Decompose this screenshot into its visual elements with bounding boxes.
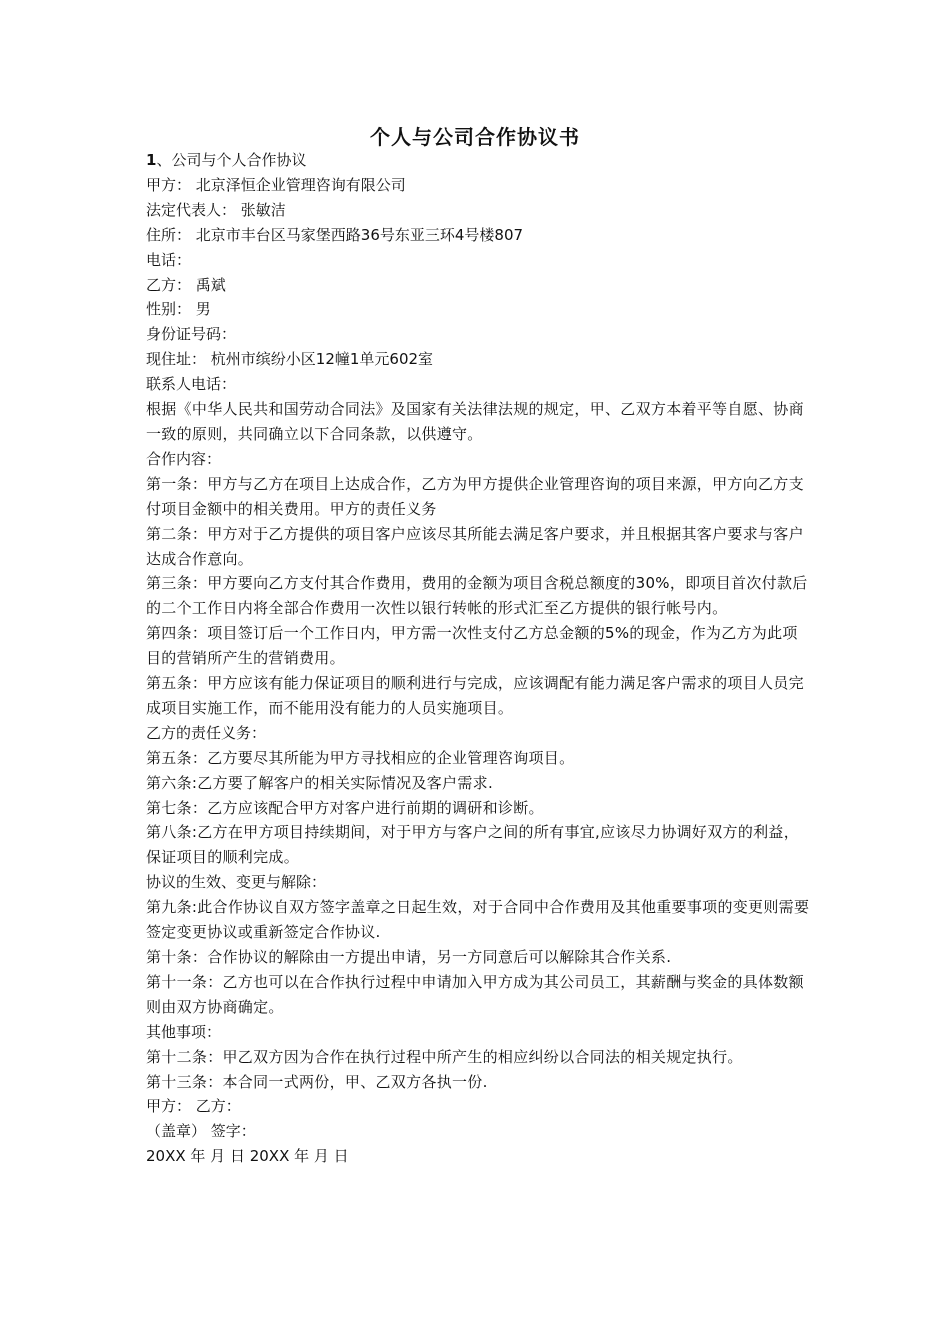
preamble-paragraph: 根据《中华人民共和国劳动合同法》及国家有关法律法规的规定，甲、乙双方本着平等自愿、协商一致的原则，共同确立以下合同条款，以供遵守。 [146, 400, 804, 443]
clause-3: 第三条：甲方要向乙方支付其合作费用，费用的金额为项目含税总额度的30%，即项目首次付款后的二个工作日内将全部合作费用一次性以银行转帐的形式汇至乙方提供的银行帐号内。 [146, 574, 808, 618]
clause-4: 第四条：项目签订后一个工作日内，甲方需一次性支付乙方总金额的5%的现金，作为乙方为此项目的营销所产生的营销费用。 [146, 624, 798, 668]
section-heading [146, 148, 811, 173]
clause-12: 第十二条：甲乙双方因为合作在执行过程中所产生的相应纠纷以合同法的相关规定执行。 [146, 1047, 743, 1066]
signature-parties: 甲方： 乙方： [146, 1097, 241, 1116]
clause-2: 第二条：甲方对于乙方提供的项目客户应该尽其所能去满足客户要求，并且根据其客户要求与客户达成合作意向。 [146, 524, 804, 568]
clause-10: 第十条：合作协议的解除由一方提出申请，另一方同意后可以解除其合作关系. [146, 948, 672, 966]
clause-11: 第十一条：乙方也可以在合作执行过程中申请加入甲方成为其公司员工，其薪酬与奖金的具体数额则由双方协商确定。 [146, 972, 804, 1016]
party-b-line: 乙方： 禹斌 [146, 275, 226, 294]
section-number: 1 [146, 151, 157, 169]
clause-5b: 第五条：乙方要尽其所能为甲方寻找相应的企业管理咨询项目。 [146, 748, 575, 767]
party-b-duty-heading: 乙方的责任义务： [146, 723, 267, 742]
document-title: 个人与公司合作协议书 [370, 125, 580, 149]
party-a-line: 甲方： 北京泽恒企业管理咨询有限公司 [146, 175, 406, 194]
legal-rep-line: 法定代表人： 张敏洁 [146, 200, 286, 219]
signature-seal: （盖章） 签字： [146, 1122, 256, 1141]
effect-heading: 协议的生效、变更与解除： [146, 873, 327, 892]
gender-line: 性别： 男 [146, 300, 211, 319]
section-title: 、公司与个人合作协议 [156, 151, 307, 169]
clause-8: 第八条:乙方在甲方项目持续期间，对于甲方与客户之间的所有事宜,应该尽力协调好双方的利益，保证项目的顺利完成。 [146, 823, 800, 867]
clause-6: 第六条:乙方要了解客户的相关实际情况及客户需求. [146, 773, 494, 792]
phone-line: 电话： [146, 250, 192, 269]
signature-date: 20XX 年 月 日 20XX 年 月 日 [146, 1147, 349, 1166]
clause-9: 第九条:此合作协议自双方签字盖章之日起生效，对于合同中合作费用及其他重要事项的变更则需要签定变更协议或重新签定合作协议. [146, 898, 810, 942]
clause-7: 第七条：乙方应该配合甲方对客户进行前期的调研和诊断。 [146, 798, 544, 817]
clause-1: 第一条：甲方与乙方在项目上达成合作，乙方为甲方提供企业管理咨询的项目来源，甲方向乙方支付项目金额中的相关费用。甲方的责任义务 [146, 474, 804, 518]
current-address-line: 现住址： 杭州市缤纷小区12幢1单元602室 [146, 350, 434, 369]
document-body [146, 148, 811, 1169]
cooperation-heading: 合作内容： [146, 449, 222, 468]
other-heading: 其他事项： [146, 1022, 222, 1041]
clause-5a: 第五条：甲方应该有能力保证项目的顺利进行与完成，应该调配有能力满足客户需求的项目人员完成项目实施工作，而不能用没有能力的人员实施项目。 [146, 674, 804, 717]
clause-13: 第十三条：本合同一式两份，甲、乙双方各执一份. [146, 1072, 488, 1091]
address-line: 住所： 北京市丰台区马家堡西路36号东亚三环4号楼807 [146, 225, 524, 244]
contact-phone-line: 联系人电话： [146, 375, 237, 394]
id-line: 身份证号码： [146, 325, 237, 344]
